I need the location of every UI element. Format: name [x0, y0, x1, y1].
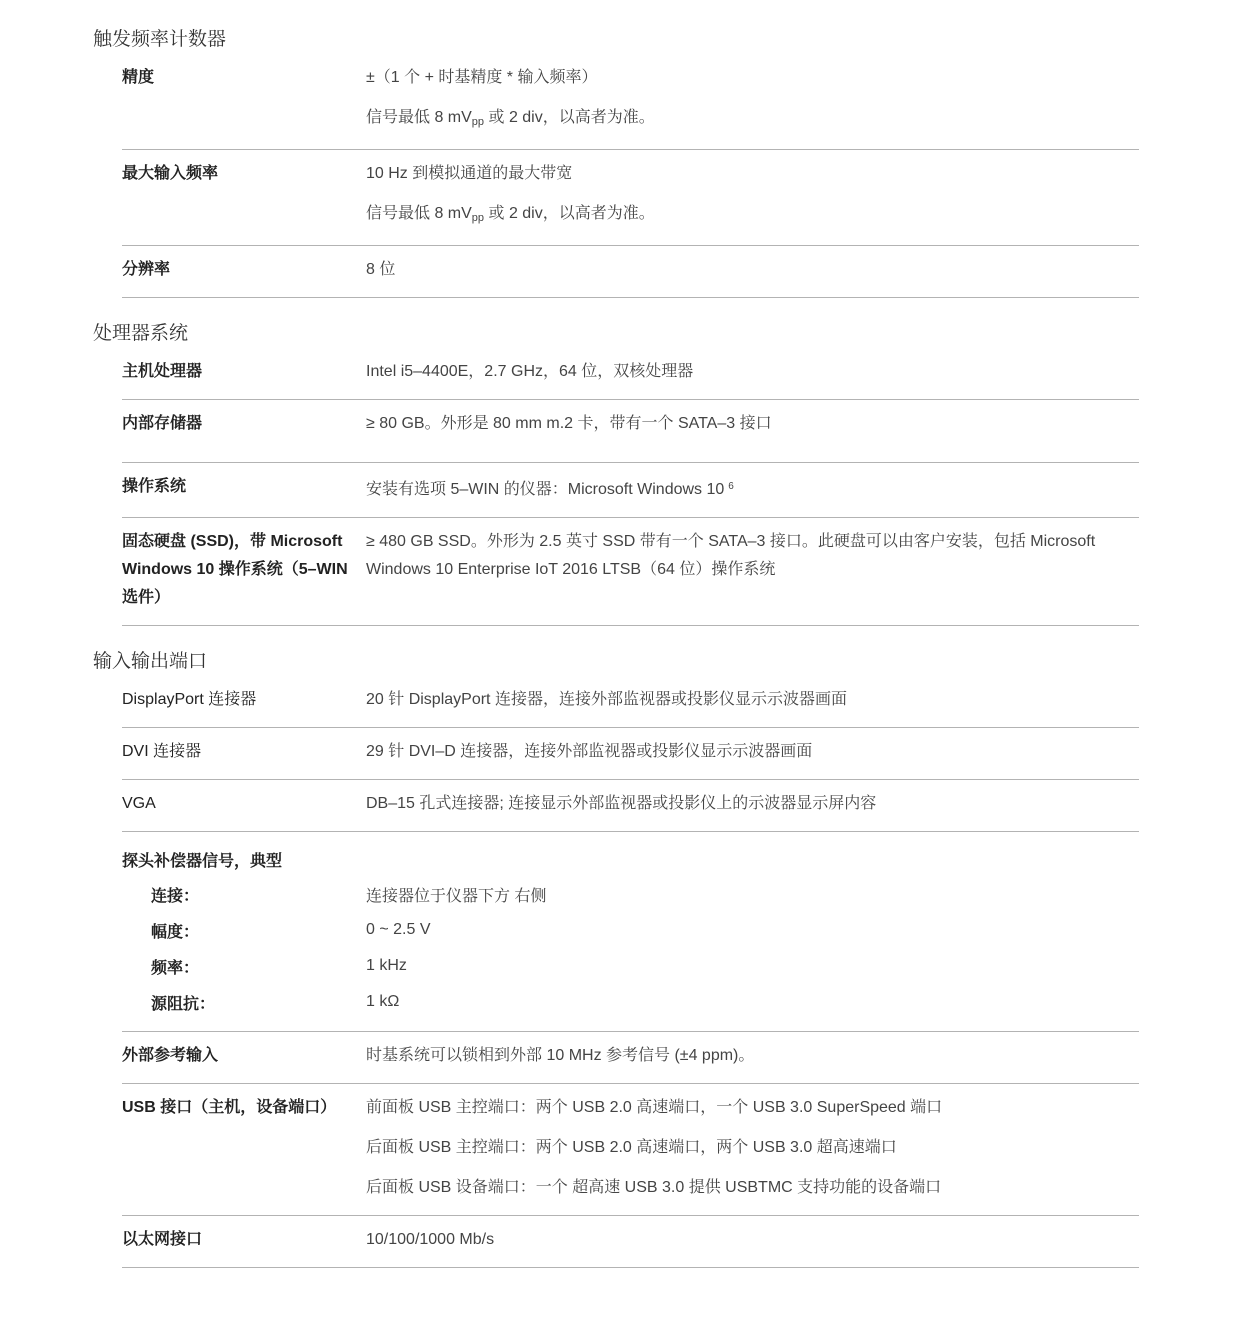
spec-label: 精度 [122, 69, 155, 86]
spec-value: Intel i5–4400E，2.7 GHz，64 位，双核处理器 [366, 363, 694, 380]
spec-label: 外部参考输入 [122, 1047, 219, 1064]
spec-value: ≥ 80 GB。外形是 80 mm m.2 卡，带有一个 SATA–3 接口 [366, 415, 772, 432]
section-title-processor-system: 处理器系统 [93, 323, 189, 344]
spec-sublabel: 源阻抗： [151, 995, 216, 1013]
spec-label: 分辨率 [122, 261, 171, 278]
spec-row-internal-storage [122, 400, 1139, 463]
spec-group-probe-compensator [122, 832, 1139, 1032]
spec-value: 前面板 USB 主控端口：两个 USB 2.0 高速端口，一个 USB 3.0 SuperSpeed 端口 [366, 1099, 943, 1116]
spec-values [366, 473, 1139, 504]
spec-value-text: 安装有选项 5–WIN 的仪器：Microsoft Windows 10 [366, 481, 725, 498]
spec-row-vga [122, 780, 1139, 832]
spec-row-max-input-frequency [122, 150, 1139, 246]
spec-label: 内部存储器 [122, 415, 203, 432]
spec-subrow-frequency [122, 948, 1139, 984]
spec-value: 29 针 DVI–D 连接器，连接外部监视器或投影仪显示示波器画面 [366, 743, 813, 760]
trigger-counter-table [122, 54, 1139, 298]
spec-value: 20 针 DisplayPort 连接器，连接外部监视器或投影仪显示示波器画面 [366, 691, 847, 708]
spec-label: 操作系统 [122, 478, 187, 495]
spec-row-external-reference [122, 1032, 1139, 1084]
spec-value: 后面板 USB 主控端口：两个 USB 2.0 高速端口，两个 USB 3.0 超高速端口 [366, 1139, 897, 1156]
spec-row-dvi [122, 728, 1139, 780]
spec-group-title: 探头补偿器信号，典型 [122, 853, 283, 870]
spec-value: ±（1 个 + 时基精度 * 输入频率） [366, 69, 598, 86]
spec-value: 10/100/1000 Mb/s [366, 1231, 495, 1248]
spec-value: 8 位 [366, 261, 396, 278]
spec-value-text: 信号最低 8 mV [366, 205, 472, 222]
subscript-pp: pp [471, 116, 485, 128]
spec-subvalue: 0 ~ 2.5 V [366, 921, 431, 938]
spec-row-operating-system [122, 463, 1139, 518]
spec-value-text: 或 2 div，以高者为准。 [484, 205, 655, 222]
spec-label: DisplayPort 连接器 [122, 691, 257, 708]
spec-subvalue: 1 kΩ [366, 993, 400, 1010]
spec-row-accuracy [122, 54, 1139, 150]
spec-row-resolution [122, 246, 1139, 298]
spec-label: 固态硬盘 (SSD)，带 Microsoft Windows 10 操作系统（5–WIN 选件） [122, 533, 348, 606]
section-title-trigger-counter: 触发频率计数器 [93, 29, 227, 50]
spec-value-text: 或 2 div，以高者为准。 [484, 109, 655, 126]
spec-row-ssd [122, 518, 1139, 626]
spec-value: DB–15 孔式连接器; 连接显示外部监视器或投影仪上的示波器显示屏内容 [366, 795, 877, 812]
spec-subrow-connection [122, 876, 1139, 912]
spec-row-displayport [122, 676, 1139, 728]
io-ports-table [122, 676, 1139, 1268]
spec-subvalue: 1 kHz [366, 957, 407, 974]
spec-label: VGA [122, 795, 156, 812]
spec-subrow-source-impedance [122, 984, 1139, 1020]
spec-values [366, 160, 1139, 232]
spec-label: DVI 连接器 [122, 743, 202, 760]
spec-value-text: 信号最低 8 mV [366, 109, 472, 126]
spec-sublabel: 频率： [151, 959, 200, 977]
spec-values [366, 64, 1139, 136]
spec-row-ethernet [122, 1216, 1139, 1268]
spec-values [366, 1094, 1139, 1202]
spec-row-usb [122, 1084, 1139, 1216]
spec-value [366, 104, 1139, 136]
spec-subrow-amplitude [122, 912, 1139, 948]
spec-sublabel: 连接： [151, 887, 200, 905]
spec-row-host-processor [122, 348, 1139, 400]
spec-value: 时基系统可以锁相到外部 10 MHz 参考信号 (±4 ppm)。 [366, 1047, 755, 1064]
spec-label: 最大输入频率 [122, 165, 219, 182]
footnote-marker: 6 [728, 481, 734, 492]
spec-subvalue: 连接器位于仪器下方 右侧 [366, 887, 547, 905]
spec-value: ≥ 480 GB SSD。外形为 2.5 英寸 SSD 带有一个 SATA–3 接口。此硬盘可以由客户安装，包括 Microsoft Windows 10 Enterprise IoT 2016 LTSB（64 位）操作系统 [366, 533, 1096, 578]
spec-label: 以太网接口 [122, 1231, 203, 1248]
spec-label: 主机处理器 [122, 363, 203, 380]
spec-value [366, 200, 1139, 232]
subscript-pp: pp [471, 212, 485, 224]
spec-value: 10 Hz 到模拟通道的最大带宽 [366, 165, 573, 182]
spec-label: USB 接口（主机，设备端口） [122, 1099, 337, 1116]
section-title-io-ports: 输入输出端口 [93, 651, 208, 672]
processor-system-table [122, 348, 1139, 626]
spec-value: 后面板 USB 设备端口：一个 超高速 USB 3.0 提供 USBTMC 支持功能的设备端口 [366, 1179, 942, 1196]
spec-sublabel: 幅度： [151, 923, 200, 941]
